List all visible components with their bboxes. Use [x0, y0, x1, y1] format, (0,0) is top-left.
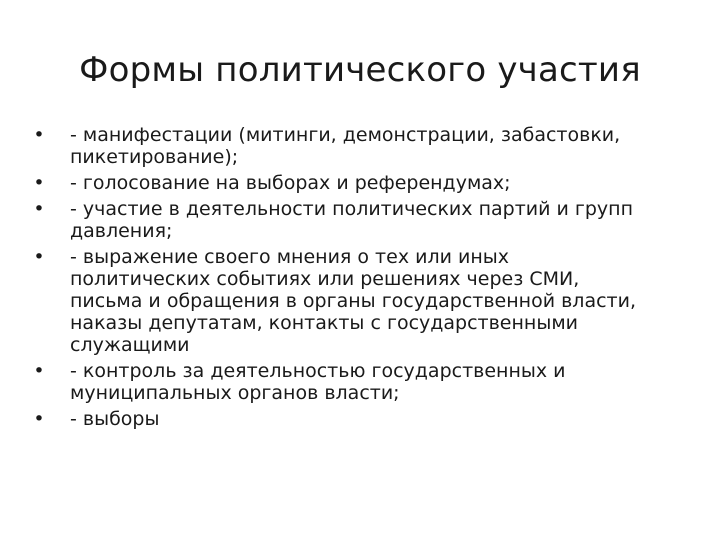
- slide-title: Формы политического участия: [79, 50, 641, 90]
- bullet-text: - манифестации (митинги, демонстрации, забастовки, пикетирование);: [70, 124, 621, 168]
- bullet-item-party-participation: [30, 198, 690, 242]
- bullet-text: - контроль за деятельностью государственных и муниципальных органов власти;: [70, 360, 566, 404]
- bullet-icon: •: [33, 124, 45, 146]
- bullet-item-elections: [30, 408, 690, 430]
- bullet-item-manifestations: [30, 124, 690, 168]
- bullet-icon: •: [33, 246, 45, 268]
- bullet-icon: •: [33, 360, 45, 382]
- bullet-text: - выражение своего мнения о тех или иных политических событиях или решениях через СМИ, письма и обращения в органы государственной власти, наказы депутатам, контакты с государственными служащими: [70, 246, 636, 356]
- bullet-list: [30, 124, 690, 434]
- bullet-icon: •: [33, 408, 45, 430]
- bullet-item-voting: [30, 172, 690, 194]
- bullet-item-control: [30, 360, 690, 404]
- bullet-icon: •: [33, 172, 45, 194]
- bullet-item-opinion-expression: [30, 246, 690, 356]
- bullet-text: - голосование на выборах и референдумах;: [70, 172, 511, 194]
- bullet-text: - выборы: [70, 408, 160, 430]
- bullet-icon: •: [33, 198, 45, 220]
- bullet-text: - участие в деятельности политических партий и групп давления;: [70, 198, 634, 242]
